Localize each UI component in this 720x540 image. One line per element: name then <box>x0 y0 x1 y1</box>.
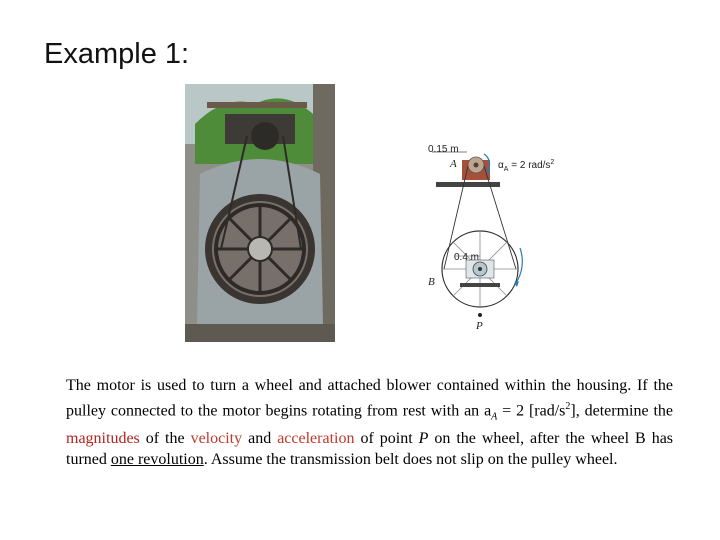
alpha-subscript: A <box>491 411 498 423</box>
problem-statement <box>66 375 673 470</box>
problem-text-6: of point <box>354 429 419 447</box>
problem-text-2: = 2 [rad/s <box>497 402 566 420</box>
problem-text-1: The motor is used to turn a wheel and attached blower contained within the housing. If the pulley connected to the motor begins rotating from rest with an a <box>66 377 673 420</box>
problem-text-8: . Assume the transmission belt does not slip on the pulley wheel. <box>203 450 618 468</box>
label-p: P <box>476 320 483 332</box>
problem-text-7: on the wheel, after the wheel B has turned <box>66 429 674 468</box>
one-revolution-underlined: one revolution <box>110 450 204 468</box>
dim-b-label: 0.4 m <box>454 252 480 263</box>
magnitudes-highlight: magnitudes <box>66 429 140 447</box>
units-exponent: 2 <box>565 401 571 412</box>
acceleration-highlight: acceleration <box>277 429 355 447</box>
velocity-highlight: velocity <box>190 429 243 447</box>
blower-photo <box>185 84 335 342</box>
label-b: B <box>428 276 435 288</box>
dim-a-label: 0.15 m <box>428 144 459 155</box>
problem-text-3: ], determine the <box>570 402 674 420</box>
label-a: A <box>450 158 457 170</box>
alpha-label: $\alpha_A = 2$ rad/$s^2$ <box>498 159 555 173</box>
problem-text-5: and <box>242 429 278 447</box>
point-p: P <box>418 429 429 447</box>
problem-text-4: of the <box>139 429 191 447</box>
slide-title: Example 1: <box>44 38 190 70</box>
pulley-diagram <box>420 138 580 338</box>
